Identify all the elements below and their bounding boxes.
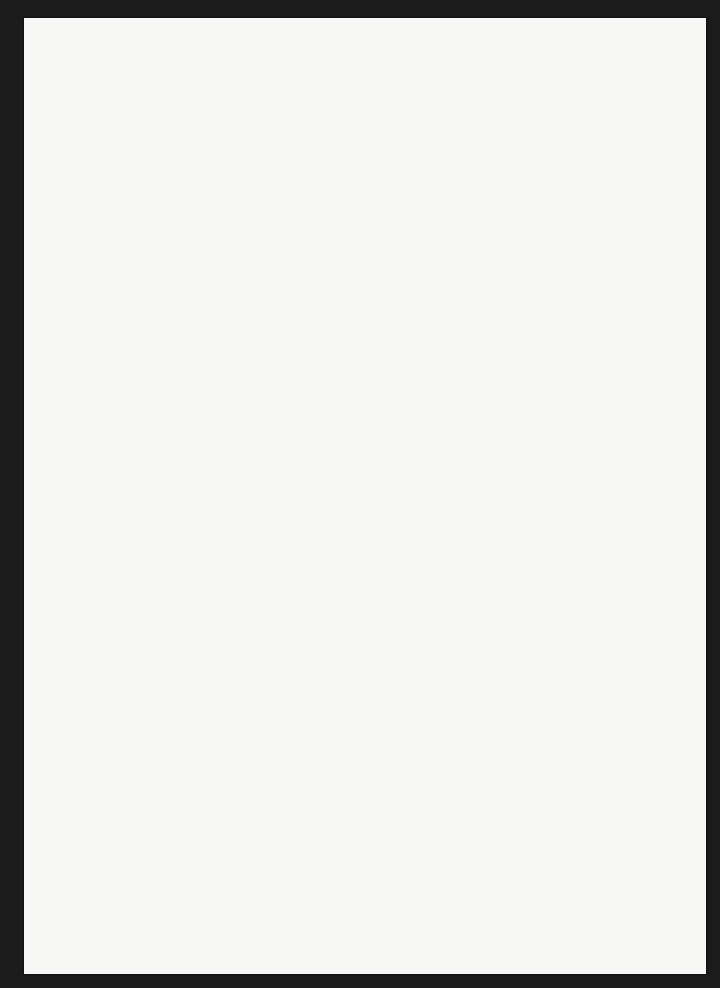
binder-holes — [36, 46, 62, 946]
notebook-page — [24, 18, 706, 974]
